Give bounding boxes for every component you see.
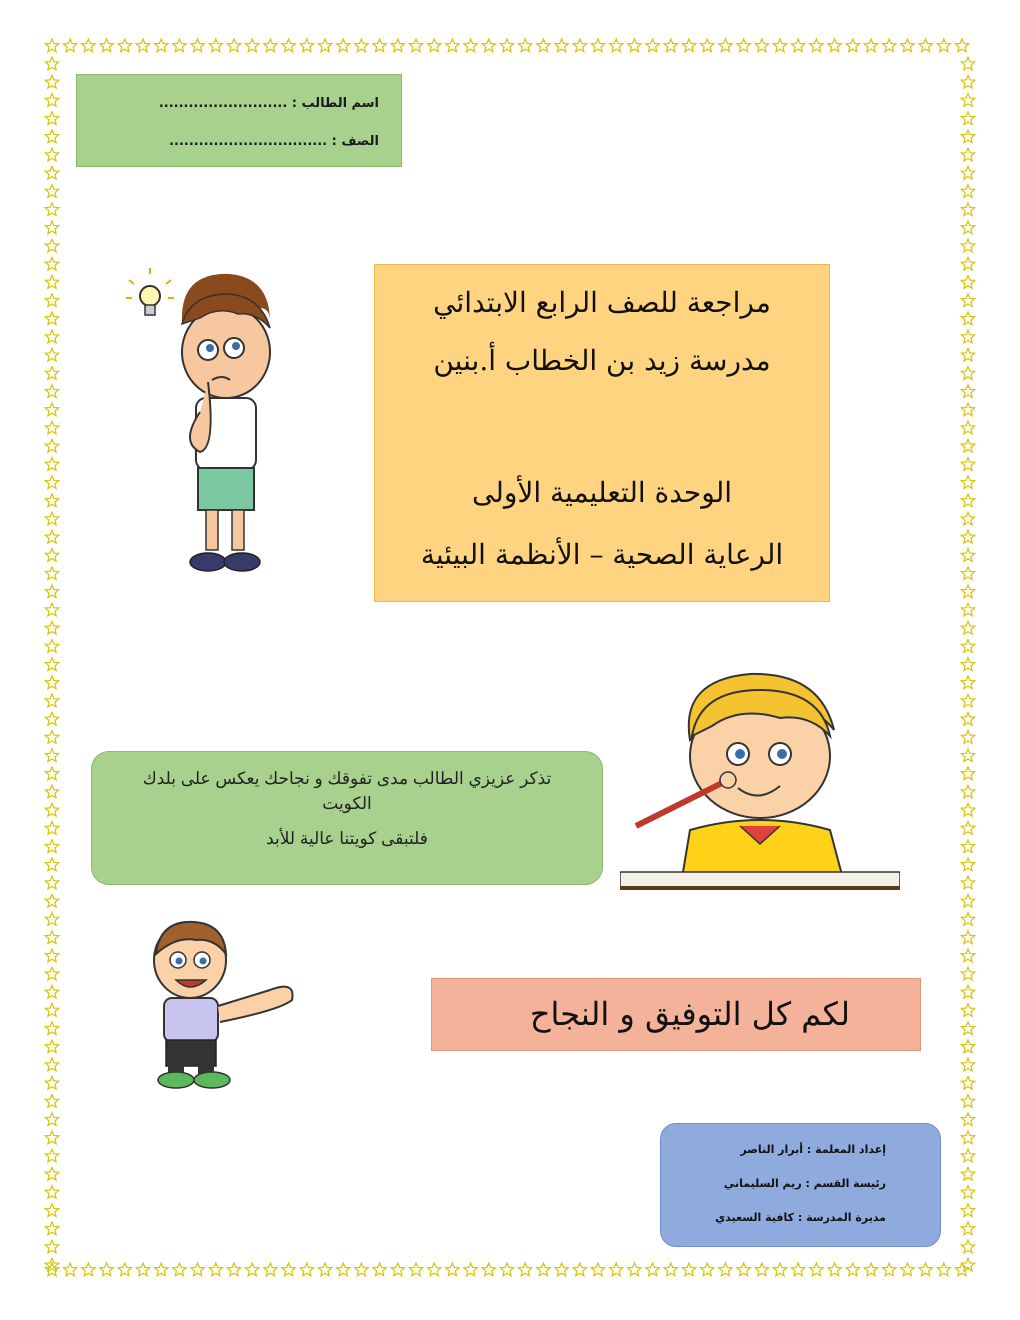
star-icon — [45, 694, 58, 707]
star-icon — [755, 39, 768, 52]
star-icon — [961, 1095, 974, 1108]
star-icon — [961, 1258, 974, 1271]
star-icon — [961, 1167, 974, 1180]
star-icon — [227, 1263, 240, 1276]
star-icon — [537, 39, 550, 52]
star-icon — [961, 348, 974, 361]
star-icon — [961, 112, 974, 125]
star-icon — [409, 39, 422, 52]
star-icon — [45, 1186, 58, 1199]
star-icon — [45, 1204, 58, 1217]
message-line-1: تذكر عزيزي الطالب مدى تفوقك و نجاحك يعكس على بلدك الكويت — [142, 769, 552, 813]
star-icon — [446, 1263, 459, 1276]
star-icon — [961, 785, 974, 798]
star-icon — [961, 1240, 974, 1253]
star-icon — [428, 1263, 441, 1276]
star-icon — [961, 403, 974, 416]
star-icon — [64, 1263, 77, 1276]
star-icon — [961, 1131, 974, 1144]
star-icon — [961, 530, 974, 543]
star-icon — [919, 39, 932, 52]
star-icon — [45, 803, 58, 816]
star-icon — [191, 39, 204, 52]
star-icon — [961, 421, 974, 434]
star-icon — [45, 312, 58, 325]
star-icon — [961, 1022, 974, 1035]
star-icon — [45, 94, 58, 107]
star-icon — [519, 1263, 532, 1276]
star-icon — [391, 39, 404, 52]
star-icon — [961, 749, 974, 762]
star-icon — [45, 1222, 58, 1235]
star-icon — [500, 39, 513, 52]
star-icon — [45, 822, 58, 835]
lightbulb-icon — [126, 268, 174, 315]
star-icon — [45, 876, 58, 889]
star-icon — [173, 39, 186, 52]
star-icon — [961, 694, 974, 707]
star-icon — [719, 1263, 732, 1276]
star-icon — [701, 1263, 714, 1276]
star-icon — [45, 549, 58, 562]
star-icon — [409, 1263, 422, 1276]
star-icon — [961, 931, 974, 944]
star-icon — [961, 57, 974, 70]
star-icon — [45, 403, 58, 416]
star-icon — [209, 1263, 222, 1276]
title-box — [374, 264, 830, 602]
star-icon — [961, 239, 974, 252]
star-icon — [355, 1263, 368, 1276]
star-icon — [961, 185, 974, 198]
star-icon — [82, 1263, 95, 1276]
star-icon — [318, 1263, 331, 1276]
star-icon — [961, 676, 974, 689]
star-icon — [45, 148, 58, 161]
star-icon — [755, 1263, 768, 1276]
star-icon — [961, 1186, 974, 1199]
star-icon — [864, 39, 877, 52]
star-icon — [64, 39, 77, 52]
star-icon — [246, 1263, 259, 1276]
star-icon — [883, 39, 896, 52]
star-icon — [591, 39, 604, 52]
star-icon — [537, 1263, 550, 1276]
star-icon — [961, 148, 974, 161]
star-icon — [45, 75, 58, 88]
star-icon — [227, 39, 240, 52]
good-luck-banner: لكم كل التوفيق و النجاح — [431, 978, 921, 1051]
star-icon — [792, 1263, 805, 1276]
star-icon — [45, 130, 58, 143]
star-icon — [300, 39, 313, 52]
star-icon — [45, 203, 58, 216]
star-icon — [961, 858, 974, 871]
star-icon — [45, 57, 58, 70]
star-icon — [45, 257, 58, 270]
star-icon — [961, 967, 974, 980]
star-icon — [961, 385, 974, 398]
star-icon — [937, 39, 950, 52]
star-icon — [961, 1113, 974, 1126]
star-icon — [45, 567, 58, 580]
star-icon — [118, 1263, 131, 1276]
star-icon — [45, 1113, 58, 1126]
star-icon — [961, 549, 974, 562]
star-icon — [961, 1076, 974, 1089]
star-icon — [337, 39, 350, 52]
star-icon — [961, 94, 974, 107]
star-icon — [45, 439, 58, 452]
star-icon — [961, 312, 974, 325]
star-icon — [664, 1263, 677, 1276]
star-icon — [961, 567, 974, 580]
star-icon — [45, 221, 58, 234]
star-icon — [45, 1076, 58, 1089]
star-icon — [901, 1263, 914, 1276]
star-icon — [682, 39, 695, 52]
star-icon — [45, 621, 58, 634]
star-icon — [682, 1263, 695, 1276]
credit-department-head: رئيسة القسم : ريم السليماني — [723, 1177, 886, 1190]
star-icon — [828, 1263, 841, 1276]
star-icon — [864, 1263, 877, 1276]
star-icon — [961, 458, 974, 471]
star-icon — [901, 39, 914, 52]
credit-principal: مديرة المدرسة : كافية السعيدي — [715, 1211, 886, 1224]
star-icon — [961, 221, 974, 234]
star-icon — [961, 439, 974, 452]
title-line-topics: الرعاية الصحية – الأنظمة البيئية — [420, 538, 784, 571]
star-icon — [961, 1058, 974, 1071]
star-icon — [464, 39, 477, 52]
star-icon — [45, 166, 58, 179]
star-icon — [628, 1263, 641, 1276]
star-icon — [246, 39, 259, 52]
star-icon — [961, 203, 974, 216]
star-icon — [45, 1149, 58, 1162]
star-icon — [961, 257, 974, 270]
star-icon — [961, 876, 974, 889]
star-icon — [883, 1263, 896, 1276]
star-icon — [955, 39, 968, 52]
star-icon — [555, 39, 568, 52]
star-icon — [45, 858, 58, 871]
star-icon — [737, 39, 750, 52]
star-icon — [919, 1263, 932, 1276]
star-icon — [961, 1004, 974, 1017]
star-icon — [664, 39, 677, 52]
star-icon — [628, 39, 641, 52]
star-icon — [792, 39, 805, 52]
star-icon — [45, 840, 58, 853]
star-icon — [961, 658, 974, 671]
star-icon — [337, 1263, 350, 1276]
student-name-field[interactable]: اسم الطالب : .......................... — [158, 96, 379, 111]
star-icon — [961, 712, 974, 725]
star-icon — [45, 276, 58, 289]
star-icon — [45, 112, 58, 125]
star-icon — [446, 39, 459, 52]
star-icon — [45, 494, 58, 507]
studying-boy-illustration — [620, 660, 900, 890]
star-icon — [961, 894, 974, 907]
star-icon — [45, 603, 58, 616]
star-icon — [846, 1263, 859, 1276]
title-line-review: مراجعة للصف الرابع الابتدائي — [433, 286, 771, 319]
star-icon — [937, 1263, 950, 1276]
star-icon — [264, 39, 277, 52]
star-icon — [100, 39, 113, 52]
title-line-unit: الوحدة التعليمية الأولى — [471, 476, 733, 509]
star-icon — [45, 949, 58, 962]
star-icon — [961, 512, 974, 525]
star-icon — [282, 39, 295, 52]
star-icon — [519, 39, 532, 52]
star-icon — [45, 913, 58, 926]
star-icon — [961, 494, 974, 507]
star-icon — [191, 1263, 204, 1276]
star-icon — [82, 39, 95, 52]
star-icon — [610, 1263, 623, 1276]
star-icon — [100, 1263, 113, 1276]
credit-teacher: إعداد المعلمة : أبرار الناصر — [740, 1143, 886, 1156]
star-icon — [45, 185, 58, 198]
star-icon — [45, 1004, 58, 1017]
star-icon — [961, 476, 974, 489]
star-icon — [45, 1131, 58, 1144]
star-icon — [610, 39, 623, 52]
star-icon — [45, 1095, 58, 1108]
star-icon — [828, 39, 841, 52]
star-icon — [282, 1263, 295, 1276]
star-icon — [961, 640, 974, 653]
star-icon — [45, 658, 58, 671]
star-icon — [428, 39, 441, 52]
star-icon — [961, 603, 974, 616]
star-icon — [155, 1263, 168, 1276]
star-icon — [961, 621, 974, 634]
star-icon — [45, 239, 58, 252]
star-icon — [391, 1263, 404, 1276]
star-icon — [961, 1149, 974, 1162]
star-icon — [773, 39, 786, 52]
star-icon — [961, 330, 974, 343]
star-icon — [701, 39, 714, 52]
star-icon — [45, 785, 58, 798]
star-icon — [45, 367, 58, 380]
star-icon — [961, 1222, 974, 1235]
star-icon — [500, 1263, 513, 1276]
star-icon — [961, 913, 974, 926]
star-icon — [373, 39, 386, 52]
star-icon — [961, 166, 974, 179]
star-icon — [573, 1263, 586, 1276]
star-icon — [961, 840, 974, 853]
star-icon — [45, 1022, 58, 1035]
star-icon — [961, 585, 974, 598]
star-icon — [45, 348, 58, 361]
star-icon — [45, 749, 58, 762]
star-icon — [45, 967, 58, 980]
star-icon — [846, 39, 859, 52]
star-icon — [961, 1204, 974, 1217]
star-icon — [209, 39, 222, 52]
star-icon — [961, 367, 974, 380]
star-icon — [355, 39, 368, 52]
star-icon — [45, 767, 58, 780]
credits-box — [660, 1123, 941, 1247]
star-icon — [45, 294, 58, 307]
thinking-boy-illustration — [120, 252, 300, 578]
star-icon — [45, 1240, 58, 1253]
star-icon — [45, 731, 58, 744]
star-icon — [45, 385, 58, 398]
star-icon — [961, 822, 974, 835]
star-icon — [591, 1263, 604, 1276]
student-info-box — [76, 74, 402, 167]
star-icon — [961, 276, 974, 289]
star-icon — [961, 767, 974, 780]
star-icon — [300, 1263, 313, 1276]
star-icon — [45, 330, 58, 343]
star-icon — [45, 676, 58, 689]
star-icon — [961, 1040, 974, 1053]
star-icon — [646, 39, 659, 52]
star-icon — [318, 39, 331, 52]
star-icon — [45, 476, 58, 489]
star-icon — [737, 1263, 750, 1276]
star-icon — [482, 39, 495, 52]
star-icon — [482, 1263, 495, 1276]
star-icon — [773, 1263, 786, 1276]
star-icon — [45, 512, 58, 525]
star-icon — [45, 530, 58, 543]
star-icon — [45, 458, 58, 471]
encouragement-message-box — [91, 751, 603, 885]
star-icon — [45, 585, 58, 598]
star-icon — [45, 1058, 58, 1071]
star-icon — [45, 1167, 58, 1180]
star-icon — [555, 1263, 568, 1276]
star-icon — [961, 803, 974, 816]
star-icon — [810, 39, 823, 52]
star-icon — [719, 39, 732, 52]
star-icon — [646, 1263, 659, 1276]
star-icon — [45, 894, 58, 907]
star-icon — [45, 640, 58, 653]
star-icon — [45, 1040, 58, 1053]
star-icon — [155, 39, 168, 52]
star-icon — [373, 1263, 386, 1276]
star-icon — [45, 39, 58, 52]
star-icon — [961, 731, 974, 744]
star-icon — [961, 75, 974, 88]
star-icon — [45, 712, 58, 725]
star-icon — [264, 1263, 277, 1276]
star-icon — [136, 39, 149, 52]
star-icon — [136, 1263, 149, 1276]
title-line-school: مدرسة زيد بن الخطاب أ.بنين — [433, 344, 771, 377]
star-icon — [118, 39, 131, 52]
star-icon — [45, 985, 58, 998]
star-icon — [961, 130, 974, 143]
star-icon — [961, 985, 974, 998]
star-icon — [45, 421, 58, 434]
message-line-2: فلتبقى كويتنا عالية للأبد — [266, 829, 428, 848]
star-icon — [573, 39, 586, 52]
presenting-boy-illustration — [120, 910, 315, 1092]
star-icon — [961, 294, 974, 307]
star-icon — [961, 949, 974, 962]
star-icon — [45, 931, 58, 944]
star-icon — [173, 1263, 186, 1276]
student-class-field[interactable]: الصف : ................................ — [169, 134, 379, 149]
star-icon — [810, 1263, 823, 1276]
star-icon — [464, 1263, 477, 1276]
